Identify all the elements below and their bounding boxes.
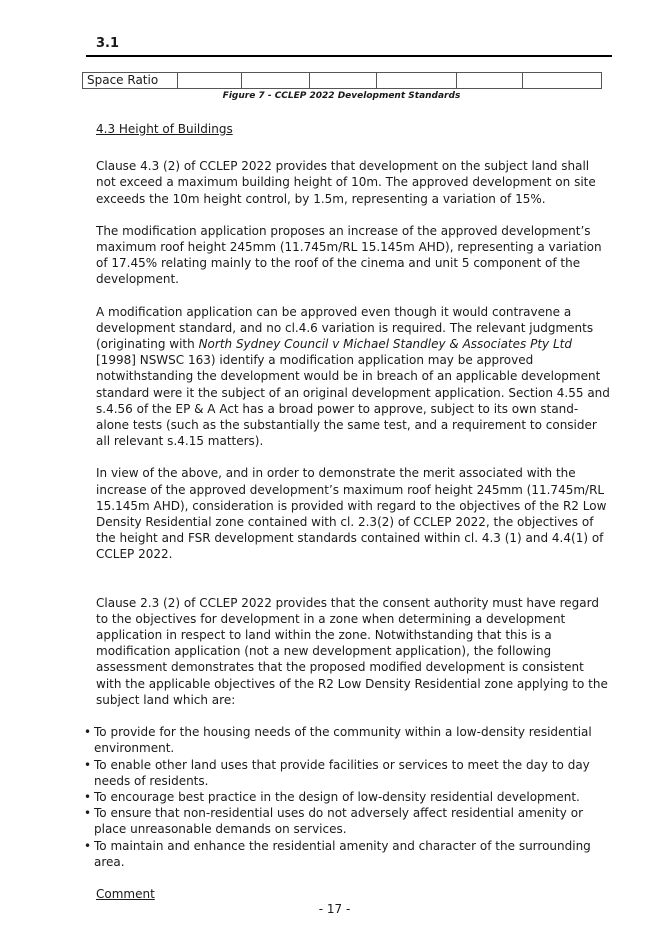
document-body xyxy=(84,121,611,902)
table-cell xyxy=(377,73,457,89)
table-cell xyxy=(457,73,523,89)
legal-text-before: A modification application can be approved even though it would contravene a development standard, and no cl.4.6 variation is required. The relevant judgments (originating with xyxy=(96,304,594,352)
header-divider xyxy=(86,55,612,57)
paragraph-zone-objectives: Clause 2.3 (2) of CCLEP 2022 provides that the consent authority must have regard to the objectives for development in a zone when determining a development application in respect to land within the zone. Notwithstanding that this is a modification application (not a new development application), the following assessment demonstrates that the proposed modified development is consistent with the applicable objectives of the R2 Low Density Residential zone applying to the subject land which are: xyxy=(96,595,608,707)
section-number: 3.1 xyxy=(96,36,120,51)
table-cell-label: Space Ratio xyxy=(83,73,178,89)
table-cell xyxy=(242,73,310,89)
table-cell xyxy=(178,73,242,89)
list-item-text: To maintain and enhance the residential amenity and character of the surrounding area. xyxy=(94,838,591,869)
legal-text-after: [1998] NSWSC 163) identify a modification application may be approved notwithstanding the development would be in breach of an applicable development standard were it the subject of an original development application. Section 4.55 and s.4.56 of the EP & A Act has a broad power to approve, subject to its own stand-alone tests (such as the substantially the same test, and a requirement to consider all relevant s.4.15 matters). xyxy=(96,353,610,449)
paragraph-legal-basis xyxy=(96,304,611,450)
bullet-icon: • xyxy=(84,789,92,804)
bullet-icon: • xyxy=(84,838,92,853)
page-number: - 17 - xyxy=(318,902,351,916)
list-item-text: To enable other land uses that provide facilities or services to meet the day to day needs of residents. xyxy=(94,757,590,788)
bullet-icon: • xyxy=(84,725,92,740)
section-heading: 4.3 Height of Buildings xyxy=(96,122,233,136)
bullet-icon: • xyxy=(84,757,92,772)
table-cell xyxy=(523,73,602,89)
development-standards-table xyxy=(82,72,602,89)
list-item xyxy=(84,757,611,789)
list-item xyxy=(84,789,611,805)
list-item-text: To encourage best practice in the design of low-density residential development. xyxy=(94,789,580,804)
table-row xyxy=(83,73,602,89)
case-citation: North Sydney Council v Michael Standley & Associates Pty Ltd xyxy=(198,337,572,352)
list-item xyxy=(84,724,611,756)
figure-caption: Figure 7 - CCLEP 2022 Development Standards xyxy=(222,91,461,101)
objectives-list xyxy=(84,724,611,870)
comment-heading: Comment xyxy=(96,886,155,901)
list-item xyxy=(84,838,611,870)
table-cell xyxy=(310,73,377,89)
list-item-text: To provide for the housing needs of the community within a low-density residential environment. xyxy=(94,725,592,756)
paragraph-merit-consideration: In view of the above, and in order to demonstrate the merit associated with the increase of the approved development’s maximum roof height 245mm (11.745m/RL 15.145m AHD), consideration is provided with regard to the objectives of the R2 Low Density Residential zone contained with cl. 2.3(2) of CCLEP 2022, the objectives of the height and FSR development standards contained within cl. 4.3 (1) and 4.4(1) of CCLEP 2022. xyxy=(96,466,607,562)
paragraph-height-clause: Clause 4.3 (2) of CCLEP 2022 provides that development on the subject land shall not exceed a maximum building height of 10m. The approved development on site exceeds the 10m height control, by 1.5m, representing a variation of 15%. xyxy=(96,159,596,206)
list-item-text: To ensure that non-residential uses do not adversely affect residential amenity or place unreasonable demands on services. xyxy=(94,806,583,837)
list-item xyxy=(84,805,611,837)
bullet-icon: • xyxy=(84,806,92,821)
paragraph-modification-proposal: The modification application proposes an increase of the approved development’s maximum roof height 245mm (11.745m/RL 15.145m AHD), representing a variation of 17.45% relating mainly to the roof of the cinema and unit 5 component of the development. xyxy=(96,223,602,287)
